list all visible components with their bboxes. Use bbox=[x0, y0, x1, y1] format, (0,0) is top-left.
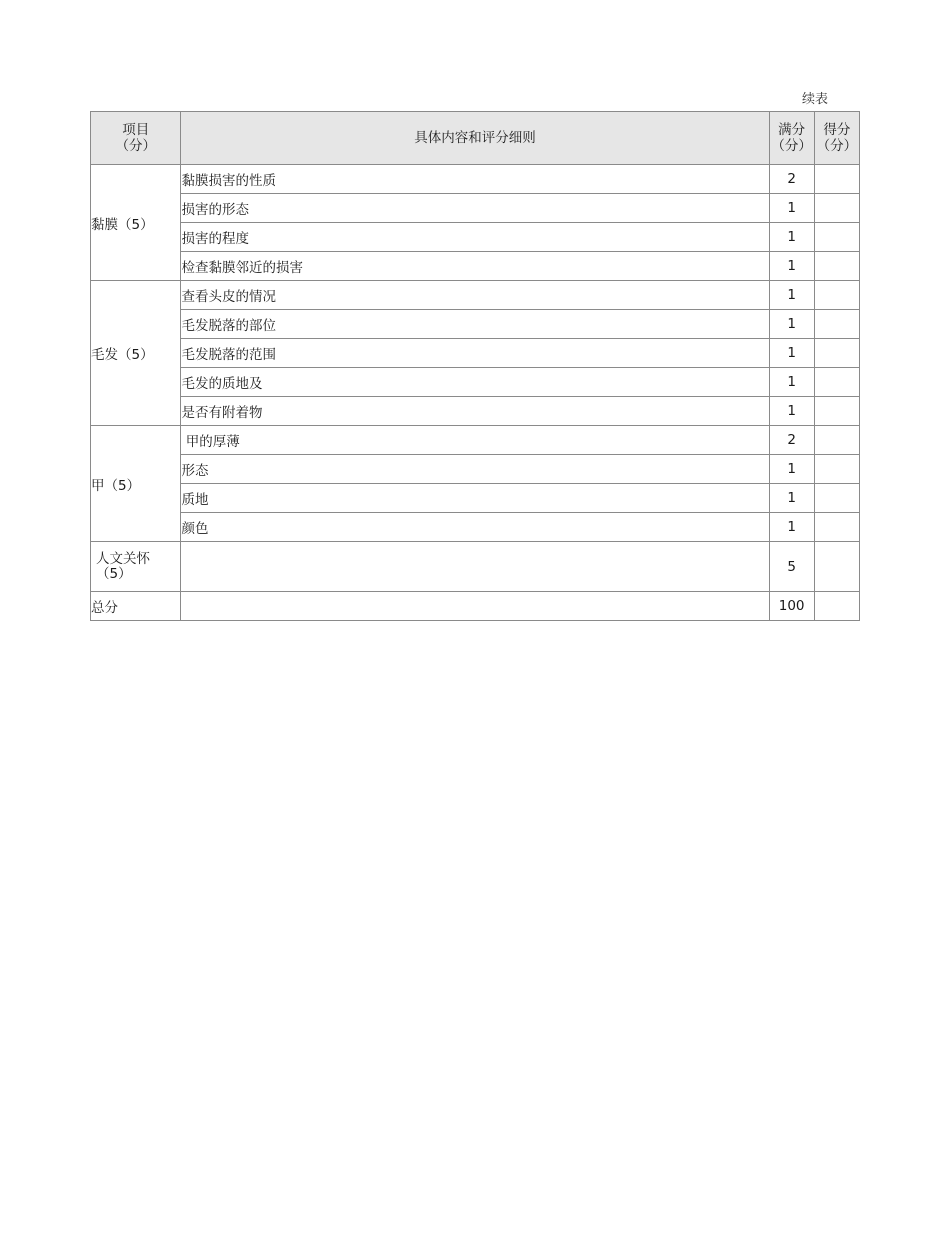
header-detail: 具体内容和评分细则 bbox=[181, 112, 769, 165]
table-row bbox=[91, 513, 860, 542]
table-row bbox=[91, 339, 860, 368]
detail-cell: 是否有附着物 bbox=[181, 397, 769, 426]
table-row bbox=[91, 252, 860, 281]
obtained-score-cell[interactable] bbox=[814, 368, 859, 397]
obtained-score-cell[interactable] bbox=[814, 426, 859, 455]
obtained-score-cell[interactable] bbox=[814, 223, 859, 252]
detail-cell: 黏膜损害的性质 bbox=[181, 165, 769, 194]
full-score-cell: 1 bbox=[769, 310, 814, 339]
detail-cell: 损害的程度 bbox=[181, 223, 769, 252]
table-row bbox=[91, 223, 860, 252]
detail-cell: 质地 bbox=[181, 484, 769, 513]
category-mucosa: 黏膜（5） bbox=[91, 165, 181, 281]
full-score-cell: 1 bbox=[769, 339, 814, 368]
detail-cell bbox=[181, 542, 769, 592]
table-row bbox=[91, 484, 860, 513]
detail-cell: 毛发脱落的范围 bbox=[181, 339, 769, 368]
header-obtained-score: 得分 （分） bbox=[814, 112, 859, 165]
obtained-score-cell[interactable] bbox=[814, 252, 859, 281]
obtained-score-cell[interactable] bbox=[814, 397, 859, 426]
detail-cell: 检查黏膜邻近的损害 bbox=[181, 252, 769, 281]
full-score-cell: 1 bbox=[769, 252, 814, 281]
header-full-score: 满分 （分） bbox=[769, 112, 814, 165]
detail-cell: 毛发的质地及 bbox=[181, 368, 769, 397]
detail-cell: 损害的形态 bbox=[181, 194, 769, 223]
detail-cell bbox=[181, 592, 769, 621]
full-score-cell: 1 bbox=[769, 484, 814, 513]
obtained-score-cell[interactable] bbox=[814, 165, 859, 194]
obtained-score-cell[interactable] bbox=[814, 513, 859, 542]
table-row bbox=[91, 426, 860, 455]
table-row bbox=[91, 310, 860, 339]
category-hair: 毛发（5） bbox=[91, 281, 181, 426]
category-total: 总分 bbox=[91, 592, 181, 621]
obtained-score-cell[interactable] bbox=[814, 194, 859, 223]
full-score-cell: 1 bbox=[769, 281, 814, 310]
detail-cell: 毛发脱落的部位 bbox=[181, 310, 769, 339]
scoring-table bbox=[90, 111, 860, 621]
table-row bbox=[91, 455, 860, 484]
obtained-score-cell[interactable] bbox=[814, 455, 859, 484]
category-nail: 甲（5） bbox=[91, 426, 181, 542]
obtained-score-cell[interactable] bbox=[814, 592, 859, 621]
detail-cell: 颜色 bbox=[181, 513, 769, 542]
full-score-cell: 2 bbox=[769, 165, 814, 194]
continued-label: 续表 bbox=[802, 92, 829, 107]
table-row bbox=[91, 281, 860, 310]
full-score-cell: 100 bbox=[769, 592, 814, 621]
table-row bbox=[91, 368, 860, 397]
obtained-score-cell[interactable] bbox=[814, 542, 859, 592]
detail-cell: 查看头皮的情况 bbox=[181, 281, 769, 310]
header-category: 项目 （分） bbox=[91, 112, 181, 165]
full-score-cell: 5 bbox=[769, 542, 814, 592]
full-score-cell: 1 bbox=[769, 397, 814, 426]
table-row bbox=[91, 165, 860, 194]
obtained-score-cell[interactable] bbox=[814, 484, 859, 513]
full-score-cell: 1 bbox=[769, 223, 814, 252]
table-row bbox=[91, 397, 860, 426]
full-score-cell: 1 bbox=[769, 194, 814, 223]
full-score-cell: 1 bbox=[769, 368, 814, 397]
table-header-row bbox=[91, 112, 860, 165]
table-row bbox=[91, 194, 860, 223]
detail-cell: 形态 bbox=[181, 455, 769, 484]
full-score-cell: 1 bbox=[769, 513, 814, 542]
obtained-score-cell[interactable] bbox=[814, 339, 859, 368]
obtained-score-cell[interactable] bbox=[814, 310, 859, 339]
full-score-cell: 2 bbox=[769, 426, 814, 455]
table-row-total bbox=[91, 592, 860, 621]
obtained-score-cell[interactable] bbox=[814, 281, 859, 310]
table-row-care bbox=[91, 542, 860, 592]
category-care: 人文关怀 （5） bbox=[91, 542, 181, 592]
detail-cell: 甲的厚薄 bbox=[181, 426, 769, 455]
full-score-cell: 1 bbox=[769, 455, 814, 484]
